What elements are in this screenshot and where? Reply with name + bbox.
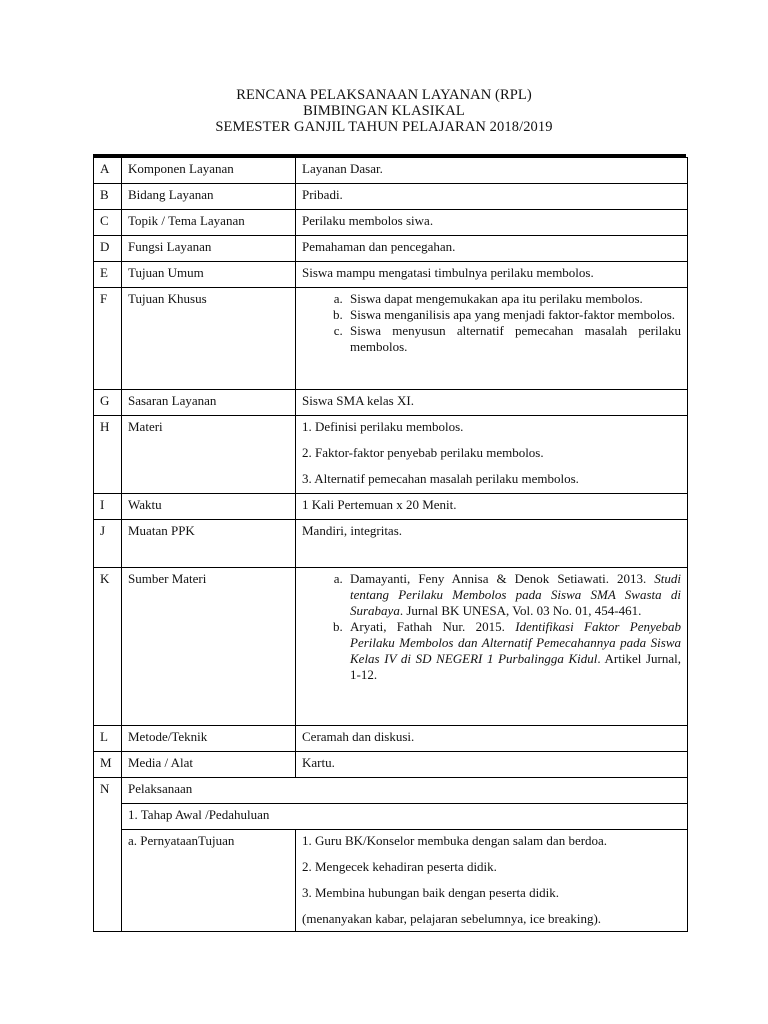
table-row xyxy=(94,752,688,778)
doc-subtitle: BIMBINGAN KLASIKAL xyxy=(303,103,465,119)
table-row xyxy=(94,804,688,830)
table-row xyxy=(94,288,688,390)
row-value: 1 Kali Pertemuan x 20 Menit. xyxy=(296,494,688,520)
document-header xyxy=(0,87,768,135)
row-value xyxy=(296,288,688,390)
doc-semester: SEMESTER GANJIL TAHUN PELAJARAN 2018/2019 xyxy=(215,119,553,135)
list-item: 2. Mengecek kehadiran peserta didik. xyxy=(302,859,497,874)
row-code: F xyxy=(94,288,122,390)
row-value xyxy=(296,568,688,726)
table-row xyxy=(94,158,688,184)
row-label: Fungsi Layanan xyxy=(122,236,296,262)
row-label: Sumber Materi xyxy=(122,568,296,726)
list-item: a. Siswa dapat mengemukakan apa itu perilaku membolos. xyxy=(346,291,681,307)
row-label: Muatan PPK xyxy=(122,520,296,568)
table-row xyxy=(94,210,688,236)
row-value: Pribadi. xyxy=(296,184,688,210)
row-label: Topik / Tema Layanan xyxy=(122,210,296,236)
row-code: K xyxy=(94,568,122,726)
ref-title: Studi tentang Perilaku Membolos pada Siswa SMA Swasta di Surabaya xyxy=(350,571,681,618)
row-label: Tujuan Umum xyxy=(122,262,296,288)
sumber-materi-list xyxy=(302,571,681,683)
table-row xyxy=(94,390,688,416)
list-item: 3. Membina hubungan baik dengan peserta didik. xyxy=(302,885,560,900)
row-label: Materi xyxy=(122,416,296,494)
row-value xyxy=(296,416,688,494)
doc-title: RENCANA PELAKSANAAN LAYANAN (RPL) xyxy=(236,87,532,103)
row-value: Ceramah dan diskusi. xyxy=(296,726,688,752)
ref-authors: Damayanti, Feny Annisa & Denok Setiawati. 2013. xyxy=(350,571,655,586)
table-row xyxy=(94,726,688,752)
row-code: N xyxy=(94,778,122,932)
table-row xyxy=(94,520,688,568)
table-row xyxy=(94,494,688,520)
row-code: A xyxy=(94,158,122,184)
list-item: 1. Guru BK/Konselor membuka dengan salam dan berdoa. xyxy=(302,833,608,848)
row-code: G xyxy=(94,390,122,416)
row-code: L xyxy=(94,726,122,752)
ref-source: . Jurnal BK UNESA, Vol. 03 No. 01, 454-461. xyxy=(399,603,642,618)
row-code: B xyxy=(94,184,122,210)
reference-item xyxy=(346,571,681,619)
row-code: D xyxy=(94,236,122,262)
row-code: M xyxy=(94,752,122,778)
list-item: 2. Faktor-faktor penyebab perilaku membolos. xyxy=(302,445,544,460)
table-row xyxy=(94,236,688,262)
tujuan-khusus-list xyxy=(302,291,681,355)
row-value: Perilaku membolos siwa. xyxy=(296,210,688,236)
table-row xyxy=(94,830,688,932)
ref-title: Identifikasi Faktor Penyebab Perilaku Membolos dan Alternatif Pemecahannya pada Siswa Kelas IV di SD NEGERI 1 Purbalingga Kidul xyxy=(350,619,682,666)
table-row xyxy=(94,778,688,804)
table-row xyxy=(94,262,688,288)
row-value: Pemahaman dan pencegahan. xyxy=(296,236,688,262)
row-value: Layanan Dasar. xyxy=(296,158,688,184)
row-label: Metode/Teknik xyxy=(122,726,296,752)
row-label: Sasaran Layanan xyxy=(122,390,296,416)
table-row xyxy=(94,416,688,494)
row-label: Media / Alat xyxy=(122,752,296,778)
ref-authors: Aryati, Fathah Nur. 2015. xyxy=(350,619,516,634)
row-value: Siswa mampu mengatasi timbulnya perilaku membolos. xyxy=(296,262,688,288)
row-code: E xyxy=(94,262,122,288)
ref-source: . Artikel Jurnal, 1-12. xyxy=(350,651,681,682)
row-label: Pelaksanaan xyxy=(122,778,688,804)
list-item: 3. Alternatif pemecahan masalah perilaku membolos. xyxy=(302,471,579,486)
reference-item xyxy=(346,619,681,683)
row-code: I xyxy=(94,494,122,520)
row-code: J xyxy=(94,520,122,568)
list-item: (menanyakan kabar, pelajaran sebelumnya, ice breaking). xyxy=(302,911,602,926)
table-row xyxy=(94,568,688,726)
row-code: C xyxy=(94,210,122,236)
list-item: b. Siswa menganilisis apa yang menjadi faktor-faktor membolos. xyxy=(346,307,681,323)
row-code: H xyxy=(94,416,122,494)
pernyataan-label: a. PernyataanTujuan xyxy=(122,830,296,932)
tahap-awal-heading: 1. Tahap Awal /Pedahuluan xyxy=(122,804,688,830)
row-label: Tujuan Khusus xyxy=(122,288,296,390)
row-value: Mandiri, integritas. xyxy=(296,520,688,568)
row-value: Siswa SMA kelas XI. xyxy=(296,390,688,416)
row-value xyxy=(296,830,688,932)
row-label: Waktu xyxy=(122,494,296,520)
row-label: Komponen Layanan xyxy=(122,158,296,184)
list-item: 1. Definisi perilaku membolos. xyxy=(302,419,464,434)
row-value: Kartu. xyxy=(296,752,688,778)
row-label: Bidang Layanan xyxy=(122,184,296,210)
list-item: c. Siswa menyusun alternatif pemecahan masalah perilaku membolos. xyxy=(346,323,681,355)
rpl-table xyxy=(93,157,688,932)
table-row xyxy=(94,184,688,210)
